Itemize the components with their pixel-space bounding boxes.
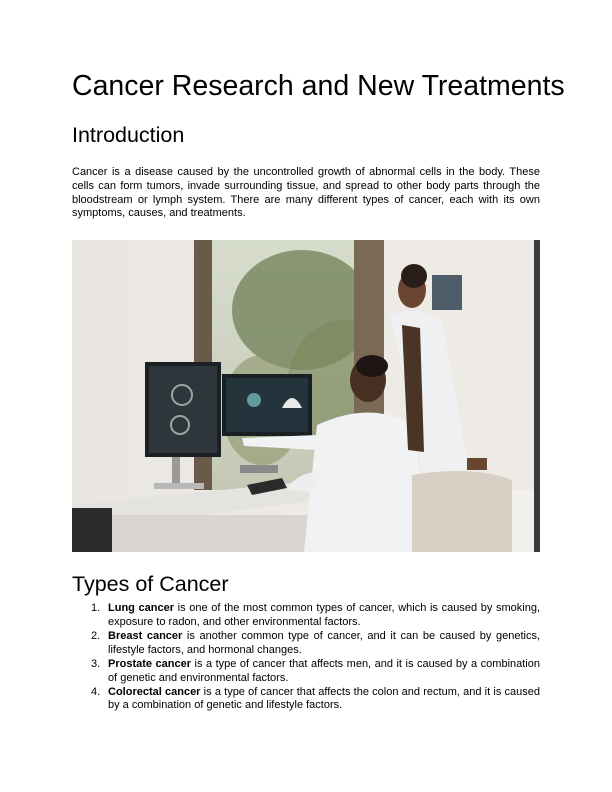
list-number: 1. [91, 602, 101, 614]
cancer-term: Breast cancer [108, 629, 183, 642]
list-number: 4. [91, 685, 101, 698]
lab-photo [72, 240, 540, 552]
cancer-term: Prostate cancer [108, 657, 191, 670]
list-number: 3. [91, 657, 101, 670]
cancer-types-list [72, 602, 540, 714]
list-item [72, 602, 540, 629]
cancer-description: is one of the most common types of cancer, which is caused by smoking, exposure to radon, and other environmental factors. [108, 602, 540, 628]
list-number: 2. [91, 629, 101, 642]
list-item [72, 630, 540, 657]
cancer-description: is a type of cancer that affects the colon and rectum, and it is caused by a combination of genetic and lifestyle factors. [108, 685, 540, 712]
document-title: Cancer Research and New Treatments [72, 70, 565, 102]
list-item [72, 686, 540, 713]
cancer-term: Colorectal cancer [108, 685, 201, 698]
cancer-description: is another common type of cancer, and it can be caused by genetics, lifestyle factors, and hormonal changes. [108, 629, 540, 656]
introduction-paragraph: Cancer is a disease caused by the uncontrolled growth of abnormal cells in the body. These cells can form tumors, invade surrounding tissue, and spread to other body parts through the bloodstream or lymph system. There are many different types of cancer, each with its own symptoms, causes, and treatments. [72, 166, 540, 220]
list-item [72, 658, 540, 685]
introduction-heading: Introduction [72, 123, 185, 147]
cancer-term: Lung cancer [108, 602, 174, 614]
types-heading: Types of Cancer [72, 572, 229, 596]
cancer-description: is a type of cancer that affects men, and it is caused by a combination of genetic and environmental factors. [108, 657, 540, 684]
